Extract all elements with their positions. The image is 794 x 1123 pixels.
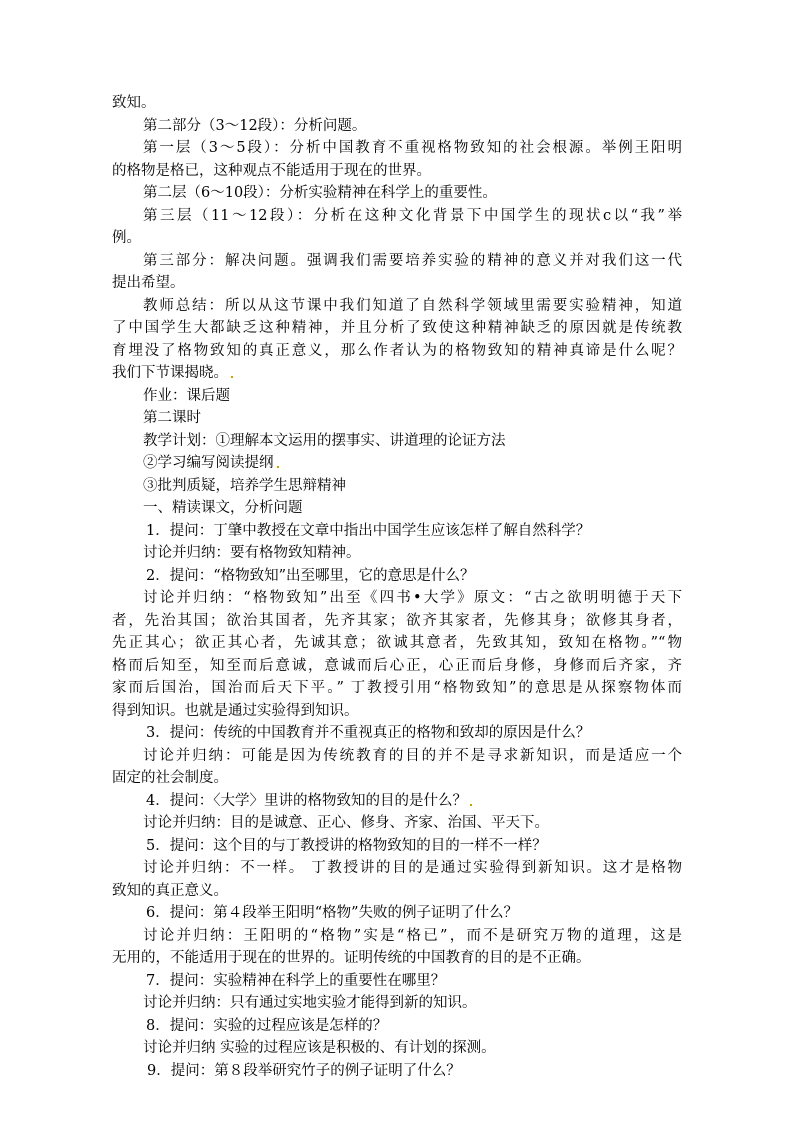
text-line: 例。 — [112, 230, 141, 246]
answer-line: 讨论并归纳：目的是诚意、正心、修身、齐家、治国、平天下。 — [143, 815, 549, 831]
section-heading: 一、精读课文，分析问题 — [143, 500, 303, 516]
list-item: ③批判质疑，培养学生思辩精神 — [143, 477, 346, 494]
question-line: 7．提问：实验精神在科学上的重要性在哪里？ — [146, 972, 446, 989]
list-item: ②学习编写阅读提纲 — [112, 452, 682, 475]
question-line: 2．提问：“格物致知”出至哪里，它的意思是什么？ — [146, 567, 475, 584]
text-line: 第二层（6～10段）：分析实验精神在科学上的重要性。 — [143, 185, 497, 201]
answer-line: 讨论并归纳：“格物致知”出至《四书•大学》原文：“古之欲明明德于天下 — [143, 590, 682, 606]
stray-mark — [470, 804, 472, 806]
question-line: 4．提问：〈大学〉里讲的格物致知的目的是什么？ — [112, 790, 682, 813]
answer-line: 格而后知至，知至而后意诚，意诚而后心正，心正而后身修，身修而后齐家，齐 — [112, 657, 682, 674]
answer-line: 讨论并归纳：只有通过实地实验才能得到新的知识。 — [143, 995, 477, 1011]
text-line: 致知。 — [112, 95, 156, 111]
text-line: 了中国学生大都缺乏这种精神，并且分析了致使这种精神缺乏的原因就是传统教 — [112, 320, 682, 336]
question-line: 8．提问：实验的过程应该是怎样的？ — [146, 1017, 388, 1034]
question-line: 9．提问：第８段举研究竹子的例子证明了什么？ — [147, 1062, 461, 1079]
answer-line: 得到知识。也就是通过实验得到知识。 — [112, 702, 359, 719]
answer-line: 无用的，不能适用于现在的世界的。证明传统的中国教育的目的是不正确。 — [112, 950, 591, 966]
text-line: 的格物是格已，这种观点不能适用于现在的世界。 — [112, 162, 431, 179]
answer-line: 讨论并归纳：王阳明的“格物”实是“格已”，而不是研究万物的道理，这是 — [143, 927, 682, 944]
answer-line: 先正其心；欲正其心者，先诚其意；欲诚其意者，先致其知，致知在格物。”“物 — [112, 635, 682, 651]
document-body — [112, 92, 682, 1082]
answer-line: 讨论并归纳：可能是因为传统教育的目的并不是寻求新知识，而是适应一个 — [143, 747, 682, 764]
section-heading: 第二课时 — [143, 410, 201, 426]
question-line: 3．提问：传统的中国教育并不重视真正的格物和致却的原因是什么？ — [146, 725, 591, 741]
text-line: 教师总结：所以从这节课中我们知道了自然科学领域里需要实验精神，知道 — [143, 297, 682, 314]
text-line: 作业：课后题 — [143, 387, 230, 404]
question-line: 6．提问：第４段举王阳明“格物”失败的例子证明了什么？ — [146, 905, 519, 921]
answer-line: 致知的真正意义。 — [112, 882, 228, 899]
question-line: 1．提问：丁肇中教授在文章中指出中国学生应该怎样了解自然科学？ — [146, 522, 591, 539]
text-line: 教学计划：①理解本文运用的摆事实、讲道理的论证方法 — [143, 432, 506, 449]
answer-line: 者，先治其国；欲治其国者，先齐其家；欲齐其家者，先修其身；欲修其身者， — [112, 612, 682, 629]
answer-line: 讨论并归纳 实验的过程应该是积极的、有计划的探测。 — [143, 1040, 496, 1056]
text-line: 第一层（3～5段）：分析中国教育不重视格物致知的社会根源。举例王阳明 — [143, 140, 682, 156]
text-line: 第三层（11～12段）：分析在这种文化背景下中国学生的现状c以“我”举 — [143, 207, 682, 224]
answer-line: 讨论并归纳：要有格物致知精神。 — [143, 545, 361, 561]
section-heading: 第三部分：解决问题。强调我们需要培养实验的精神的意义并对我们这一代 — [143, 252, 682, 269]
answer-line: 家而后国治，国治而后天下平。” 丁教授引用“格物致知”的意思是从探察物体而 — [112, 680, 682, 696]
question-line: 5．提问：这个目的与丁教授讲的格物致知的目的一样不一样？ — [146, 837, 547, 854]
answer-line: 固定的社会制度。 — [112, 770, 228, 786]
text-line: 我们下节课揭晓。 — [112, 362, 682, 385]
text-line: 提出希望。 — [112, 275, 185, 291]
stray-mark — [277, 466, 279, 468]
section-heading: 第二部分（3～12段）：分析问题。 — [143, 117, 367, 134]
text-line: 育埋没了格物致知的真正意义，那么作者认为的格物致知的精神真谛是什么呢？ — [112, 342, 682, 359]
stray-mark — [231, 376, 233, 378]
answer-line: 讨论并归纳：不一样。 丁教授讲的目的是通过实验得到新知识。这才是格物 — [143, 860, 682, 876]
